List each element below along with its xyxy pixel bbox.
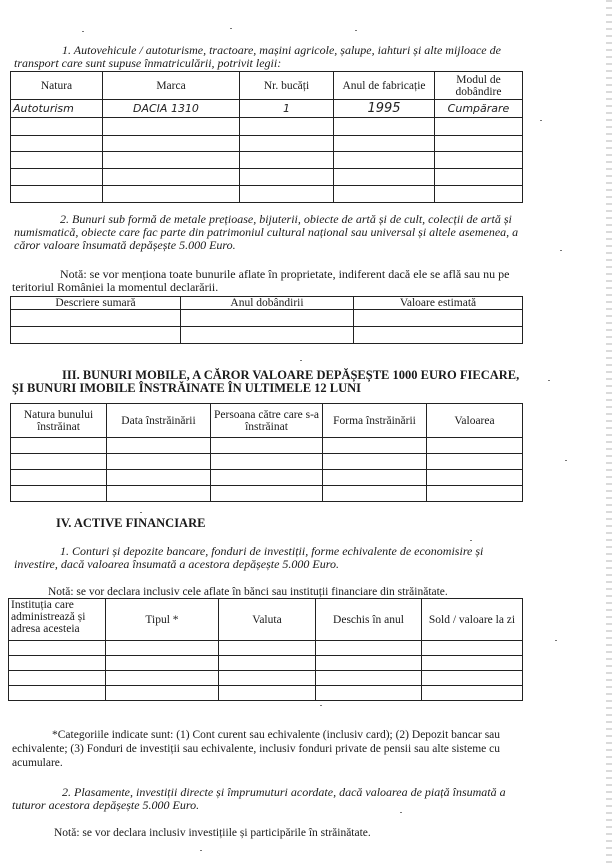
- section4-note: Notă: se vor declara inclusiv cele aflate în bănci sau instituții financiare din străinătate.: [48, 586, 448, 598]
- table-cell: [240, 152, 334, 169]
- table-cell: [9, 656, 106, 671]
- section2-text: 2. Bunuri sub formă de metale prețioase, bijuterii, obiecte de artă și de cult, colecții de artă și numismatică, obiecte care fac parte din patrimoniul cultural național sau universal și altele asemenea, a căror valoare însumată depășește 5.000 Euro.: [14, 212, 519, 252]
- header-cell: Persoana către care s-a înstrăinat: [211, 404, 323, 438]
- section3-title-line2: ȘI BUNURI IMOBILE ÎNSTRĂINATE ÎN ULTIMELE 12 LUNI: [12, 381, 362, 395]
- table-row: [11, 118, 523, 136]
- table-cell: [9, 686, 106, 701]
- table-cell: [211, 438, 323, 454]
- table-cell: [435, 169, 523, 186]
- table-cell: [9, 671, 106, 686]
- table-cell: [323, 454, 427, 470]
- table-cell: [422, 671, 523, 686]
- alienated-goods-table: [10, 403, 523, 502]
- table-cell: [334, 118, 435, 136]
- table-cell: [107, 438, 211, 454]
- table-row: [11, 152, 523, 169]
- table-cell: [11, 136, 103, 152]
- table-header-row: [11, 297, 523, 310]
- table-cell: [211, 454, 323, 470]
- header-cell: Natura bunului înstrăinat: [11, 404, 107, 438]
- handwritten-cell: 1995: [334, 100, 435, 118]
- header-cell: Deschis în anul: [316, 599, 422, 641]
- table-cell: [334, 169, 435, 186]
- table-cell: [427, 470, 523, 486]
- table-cell: [103, 152, 240, 169]
- table-cell: [11, 186, 103, 203]
- table-cell: [11, 327, 181, 344]
- table-cell: [354, 327, 523, 344]
- table-row: [11, 454, 523, 470]
- table-cell: [107, 470, 211, 486]
- handwritten-cell: DACIA 1310: [103, 100, 240, 118]
- table-row: [11, 327, 523, 344]
- table-cell: [219, 686, 316, 701]
- table-cell: [11, 438, 107, 454]
- table-cell: [240, 118, 334, 136]
- table-cell: [11, 169, 103, 186]
- section4-note2: Notă: se vor declara inclusiv investițiile și participările în străinătate.: [54, 827, 371, 839]
- table-cell: [240, 136, 334, 152]
- table-cell: [106, 671, 219, 686]
- header-cell: Descriere sumară: [11, 297, 181, 310]
- table-cell: [219, 641, 316, 656]
- header-cell: Marca: [103, 72, 240, 100]
- handwritten-cell: 1: [240, 100, 334, 118]
- bank-accounts-table: [8, 598, 523, 701]
- table-cell: [427, 438, 523, 454]
- table-cell: [103, 186, 240, 203]
- table-row: [11, 438, 523, 454]
- table-cell: [107, 486, 211, 502]
- header-cell: Valoarea: [427, 404, 523, 438]
- table-cell: [106, 686, 219, 701]
- table-row: [11, 169, 523, 186]
- table-cell: [435, 186, 523, 203]
- table-cell: [422, 641, 523, 656]
- table-cell: [11, 152, 103, 169]
- section4-footnote: *Categoriile indicate sunt: (1) Cont curent sau echivalente (inclusiv card); (2) Depozit bancar sau echivalente; (3) Fonduri de investiții sau echivalente, inclusiv fonduri private de pensii sau alte sisteme cu acumulare.: [12, 729, 501, 769]
- table-cell: [422, 656, 523, 671]
- header-cell: Valoare estimată: [354, 297, 523, 310]
- table-cell: [435, 118, 523, 136]
- table-row: [11, 486, 523, 502]
- table-cell: [103, 136, 240, 152]
- table-cell: [323, 470, 427, 486]
- section4-text2: 2. Plasamente, investiții directe și împrumuturi acordate, dacă valoarea de piață însumată a tuturor acestora depășește 5.000 Euro.: [12, 785, 506, 812]
- header-cell: Valuta: [219, 599, 316, 641]
- table-cell: [316, 656, 422, 671]
- table-cell: [181, 310, 354, 327]
- section1-text: 1. Autovehicule / autoturisme, tractoare, mașini agricole, șalupe, iahturi și alte mijloace de transport care sunt supuse înmatriculării, potrivit legii:: [14, 43, 501, 70]
- table-cell: [103, 118, 240, 136]
- table-cell: [354, 310, 523, 327]
- table-cell: [334, 136, 435, 152]
- table-row: [11, 470, 523, 486]
- header-cell: Data înstrăinării: [107, 404, 211, 438]
- table-cell: [106, 641, 219, 656]
- table-cell: [316, 641, 422, 656]
- table-cell: [427, 486, 523, 502]
- header-cell: Anul de fabricație: [334, 72, 435, 100]
- table-cell: [316, 686, 422, 701]
- table-row: [9, 656, 523, 671]
- header-cell: Tipul *: [106, 599, 219, 641]
- vehicles-table: [10, 71, 523, 203]
- table-cell: [103, 169, 240, 186]
- table-cell: [219, 671, 316, 686]
- table-cell: [11, 118, 103, 136]
- table-row: [9, 686, 523, 701]
- handwritten-cell: Cumpărare: [435, 100, 523, 118]
- table-row: [11, 310, 523, 327]
- table-cell: [9, 641, 106, 656]
- table-cell: [323, 438, 427, 454]
- header-cell: Forma înstrăinării: [323, 404, 427, 438]
- table-cell: [240, 169, 334, 186]
- table-row: [11, 100, 523, 118]
- valuables-table: [10, 296, 523, 344]
- header-cell: Nr. bucăți: [240, 72, 334, 100]
- table-cell: [240, 186, 334, 203]
- table-row: [11, 186, 523, 203]
- header-cell: Modul de dobândire: [435, 72, 523, 100]
- table-cell: [211, 470, 323, 486]
- table-row: [11, 136, 523, 152]
- table-header-row: [11, 72, 523, 100]
- table-cell: [11, 310, 181, 327]
- section4-text: 1. Conturi și depozite bancare, fonduri de investiții, forme echivalente de economisire și investire, dacă valoarea însumată a acestora depășește 5.000 Euro.: [14, 544, 484, 571]
- section3-title-line1: III. BUNURI MOBILE, A CĂROR VALOARE DEPĂȘEȘTE 1000 EURO FIECARE,: [62, 368, 520, 382]
- table-header-row: [11, 404, 523, 438]
- table-cell: [435, 152, 523, 169]
- table-header-row: [9, 599, 523, 641]
- table-cell: [107, 454, 211, 470]
- handwritten-cell: Autoturism: [11, 100, 103, 118]
- table-row: [9, 671, 523, 686]
- table-cell: [11, 486, 107, 502]
- header-cell: Natura: [11, 72, 103, 100]
- table-cell: [334, 152, 435, 169]
- section4-title: IV. ACTIVE FINANCIARE: [56, 516, 206, 530]
- table-row: [9, 641, 523, 656]
- section2-note: Notă: se vor menționa toate bunurile aflate în proprietate, indiferent dacă ele se află sau nu pe teritoriul României la momentul declarării.: [12, 267, 510, 294]
- table-cell: [334, 186, 435, 203]
- header-cell: Instituția care administrează și adresa acesteia: [9, 599, 106, 641]
- table-cell: [211, 486, 323, 502]
- header-cell: Anul dobândirii: [181, 297, 354, 310]
- table-cell: [323, 486, 427, 502]
- scan-edge: [606, 0, 612, 866]
- table-cell: [11, 470, 107, 486]
- table-cell: [422, 686, 523, 701]
- header-cell: Sold / valoare la zi: [422, 599, 523, 641]
- table-cell: [181, 327, 354, 344]
- table-cell: [11, 454, 107, 470]
- table-cell: [316, 671, 422, 686]
- table-cell: [219, 656, 316, 671]
- table-cell: [435, 136, 523, 152]
- table-cell: [106, 656, 219, 671]
- table-cell: [427, 454, 523, 470]
